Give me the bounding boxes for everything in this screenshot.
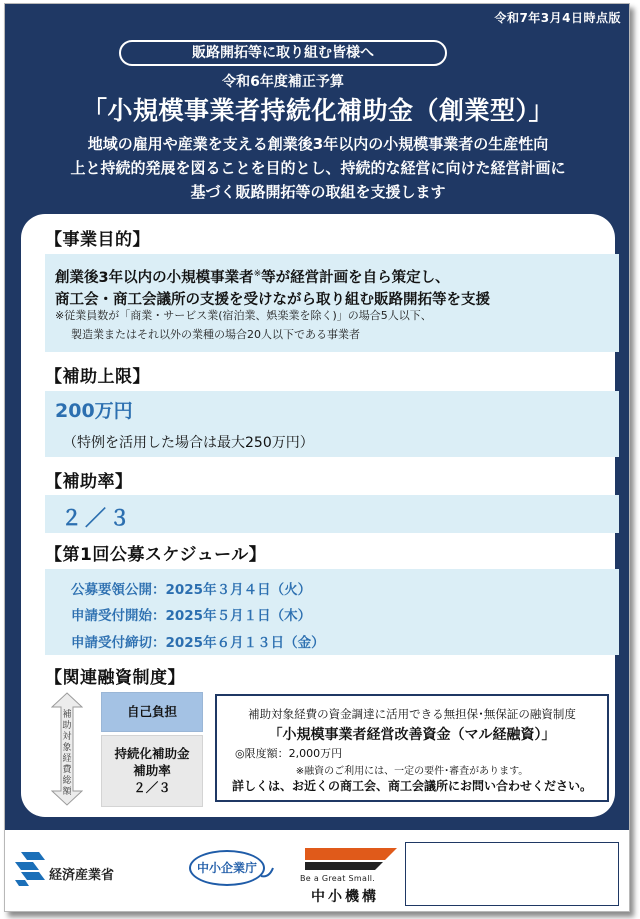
self-burden-box: 自己負担 [101,692,203,732]
finance-heading: 【関連融資制度】 [45,668,185,688]
audience-pill: 販路開拓等に取り組む皆様へ [119,40,447,66]
purpose-heading: 【事業目的】 [45,230,150,250]
meti-logo-icon [15,852,45,886]
schedule-item-close: 申請受付締切：2025年６月１３日（金） [71,635,325,651]
stamp-box [405,842,619,906]
total-cost-label: 補助対象経費総額 [62,710,72,797]
purpose-note2: 製造業またはそれ以外の業種の場合20人以下である事業者 [71,328,360,341]
description-line: 基づく販路開拓等の取組を支援します [190,183,446,201]
subsidy-box-line: 持続化補助金 [114,746,190,761]
budget-label: 令和6年度補正予算 [222,74,344,90]
subsidy-box-line: 補助率 [133,763,171,778]
purpose-footnote-mark: ※ [253,269,262,279]
total-cost-arrow [51,692,83,806]
schedule-item-open: 申請受付開始：2025年５月１日（木） [71,608,312,624]
loan-limit: ◎限度額：2,000万円 [235,747,343,760]
loan-note: ※融資のご利用には、一定の要件･審査があります。 [295,766,529,777]
description [5,132,630,204]
limit-heading: 【補助上限】 [45,367,150,387]
schedule-heading: 【第1回公募スケジュール】 [45,545,267,565]
subsidy-box [101,735,203,807]
rate-value: ２／３ [61,506,133,530]
description-line: 上と持続的発展を図ることを目的とし、持続的な経営に向けた経営計画に [70,159,566,177]
page-title: 「小規模事業者持続化補助金（創業型）」 [81,96,554,125]
sme-agency-swoosh-icon [259,864,275,880]
limit-amount: 200万円 [55,400,133,422]
loan-name: 「小規模事業者経営改善資金（マル経融資）」 [268,727,556,743]
purpose-line1-a: 創業後3年以内の小規模事業者 [55,269,254,286]
purpose-line1-b: 等が経営計画を自ら策定し、 [261,269,450,286]
smrj-logo-icon [305,848,397,872]
subsidy-box-line: ２／３ [133,780,171,795]
smrj-tagline: Be a Great Small. [300,874,376,883]
description-line: 地域の雇用や産業を支える創業後3年以内の小規模事業者の生産性向 [87,135,549,153]
version-date: 令和7年3月4日時点版 [494,11,621,25]
rate-heading: 【補助率】 [45,472,133,492]
limit-note: （特例を活用した場合は最大250万円） [63,435,314,451]
flyer-page [4,3,630,912]
loan-description: 補助対象経費の資金調達に活用できる無担保･無保証の融資制度 [248,707,576,721]
purpose-text [55,263,490,311]
meti-logo-text: 経済産業省 [49,868,115,883]
schedule-item-publish: 公募要領公開：2025年３月４日（火） [71,582,312,598]
smrj-logo-text: 中小機構 [311,889,379,905]
purpose-line2: 商工会・商工会議所の支援を受けながら取り組む販路開拓等を支援 [55,291,490,308]
loan-info-box [215,694,609,802]
loan-contact: 詳しくは、お近くの商工会、商工会議所にお問い合わせください。 [231,779,592,793]
purpose-note1: ※従業員数が「商業・サービス業(宿泊業、娯楽業を除く)」の場合5人以下、 [55,309,432,322]
sme-agency-logo: 中小企業庁 [189,850,265,886]
footer [5,830,630,912]
